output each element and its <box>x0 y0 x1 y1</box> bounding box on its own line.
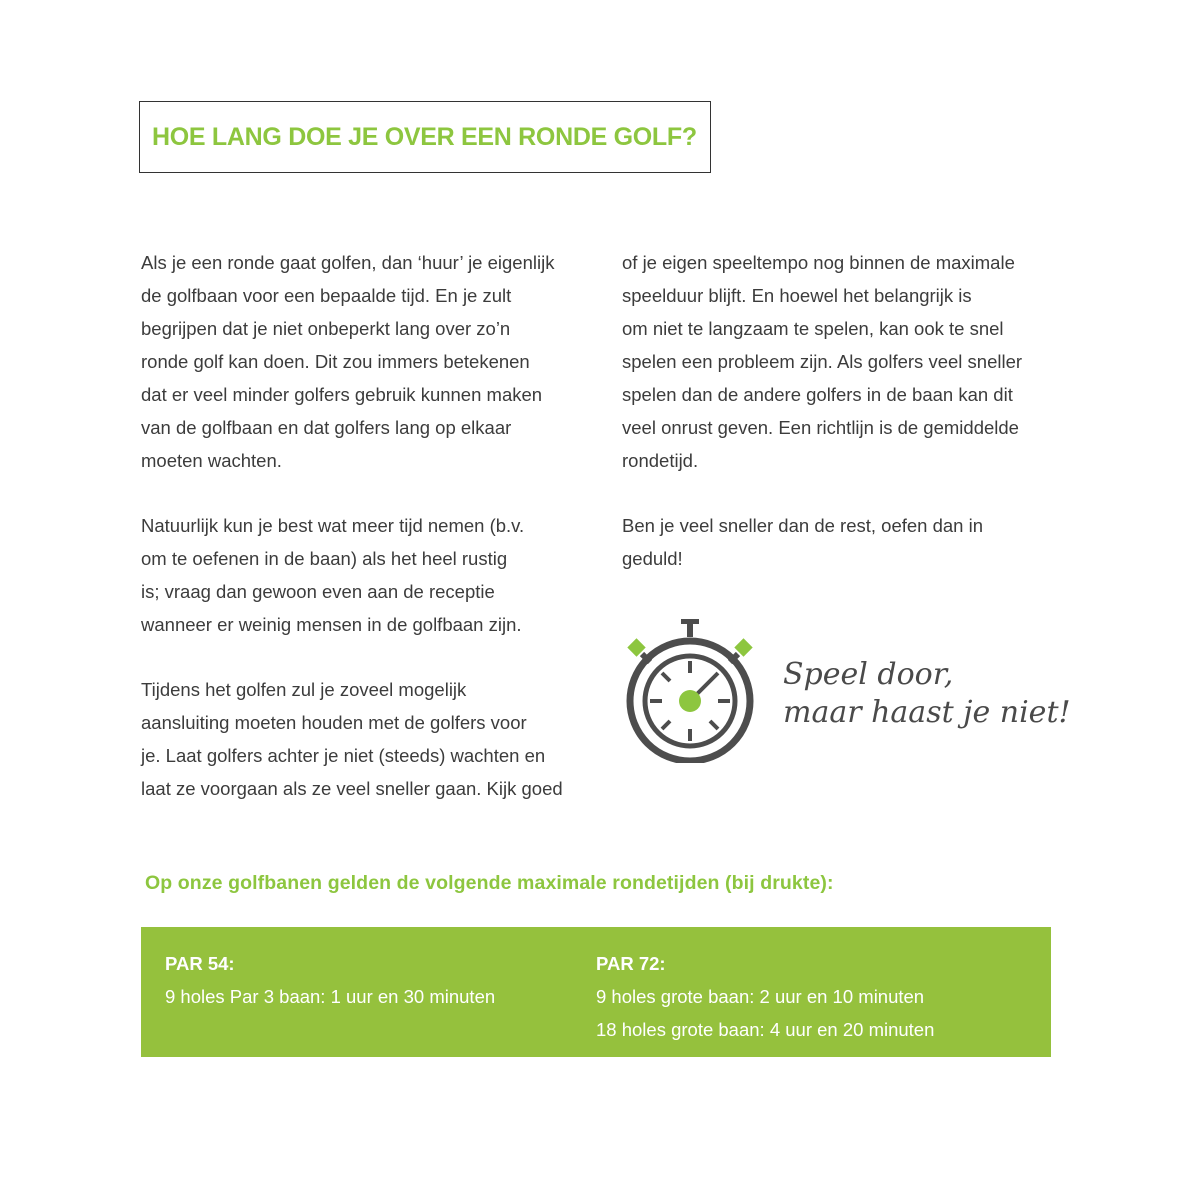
text-line: laat ze voorgaan als ze veel sneller gaan. Kijk goed <box>141 778 563 799</box>
text-line: speelduur blijft. En hoewel het belangrijk is <box>622 285 972 306</box>
paragraph <box>622 509 1062 575</box>
text-line: ronde golf kan doen. Dit zou immers betekenen <box>141 351 530 372</box>
slogan-line: Speel door, <box>783 657 954 692</box>
par54-column <box>165 947 495 1013</box>
text-line: spelen dan de andere golfers in de baan kan dit <box>622 384 1013 405</box>
text-line: Tijdens het golfen zul je zoveel mogelijk <box>141 679 467 700</box>
text-line: Als je een ronde gaat golfen, dan ‘huur’ je eigenlijk <box>141 252 555 273</box>
page-title: HOE LANG DOE JE OVER EEN RONDE GOLF? <box>152 122 697 151</box>
text-line: is; vraag dan gewoon even aan de receptie <box>141 581 495 602</box>
par72-title: PAR 72: <box>596 953 666 974</box>
text-line: geduld! <box>622 548 683 569</box>
text-line: moeten wachten. <box>141 450 282 471</box>
left-column <box>141 246 586 837</box>
paragraph <box>141 673 586 805</box>
text-line: Ben je veel sneller dan de rest, oefen dan in <box>622 515 983 536</box>
paragraph <box>141 509 586 641</box>
text-line: wanneer er weinig mensen in de golfbaan zijn. <box>141 614 522 635</box>
text-line: rondetijd. <box>622 450 699 471</box>
text-line: aansluiting moeten houden met de golfers voor <box>141 712 527 733</box>
stopwatch-icon <box>620 613 760 763</box>
text-line: dat er veel minder golfers gebruik kunnen maken <box>141 384 543 405</box>
round-times-heading: Op onze golfbanen gelden de volgende maximale rondetijden (bij drukte): <box>145 872 834 894</box>
round-times-box <box>141 927 1051 1057</box>
text-line: veel onrust geven. Een richtlijn is de gemiddelde <box>622 417 1019 438</box>
right-column <box>622 246 1062 607</box>
text-line: Natuurlijk kun je best wat meer tijd nemen (b.v. <box>141 515 525 536</box>
text-line: van de golfbaan en dat golfers lang op elkaar <box>141 417 512 438</box>
paragraph <box>622 246 1062 477</box>
par72-line: 9 holes grote baan: 2 uur en 10 minuten <box>596 986 925 1007</box>
par72-column <box>596 947 934 1046</box>
slogan <box>783 656 1071 732</box>
paragraph <box>141 246 586 477</box>
slogan-line: maar haast je niet! <box>783 695 1071 730</box>
text-line: je. Laat golfers achter je niet (steeds) wachten en <box>141 745 546 766</box>
par54-title: PAR 54: <box>165 953 235 974</box>
title-box <box>139 101 711 173</box>
text-line: of je eigen speeltempo nog binnen de maximale <box>622 252 1015 273</box>
par54-line: 9 holes Par 3 baan: 1 uur en 30 minuten <box>165 986 496 1007</box>
text-line: spelen een probleem zijn. Als golfers veel sneller <box>622 351 1023 372</box>
text-line: om niet te langzaam te spelen, kan ook te snel <box>622 318 1004 339</box>
text-line: om te oefenen in de baan) als het heel rustig <box>141 548 508 569</box>
text-line: begrijpen dat je niet onbeperkt lang over zo’n <box>141 318 511 339</box>
par72-line: 18 holes grote baan: 4 uur en 20 minuten <box>596 1019 935 1040</box>
text-line: de golfbaan voor een bepaalde tijd. En je zult <box>141 285 512 306</box>
